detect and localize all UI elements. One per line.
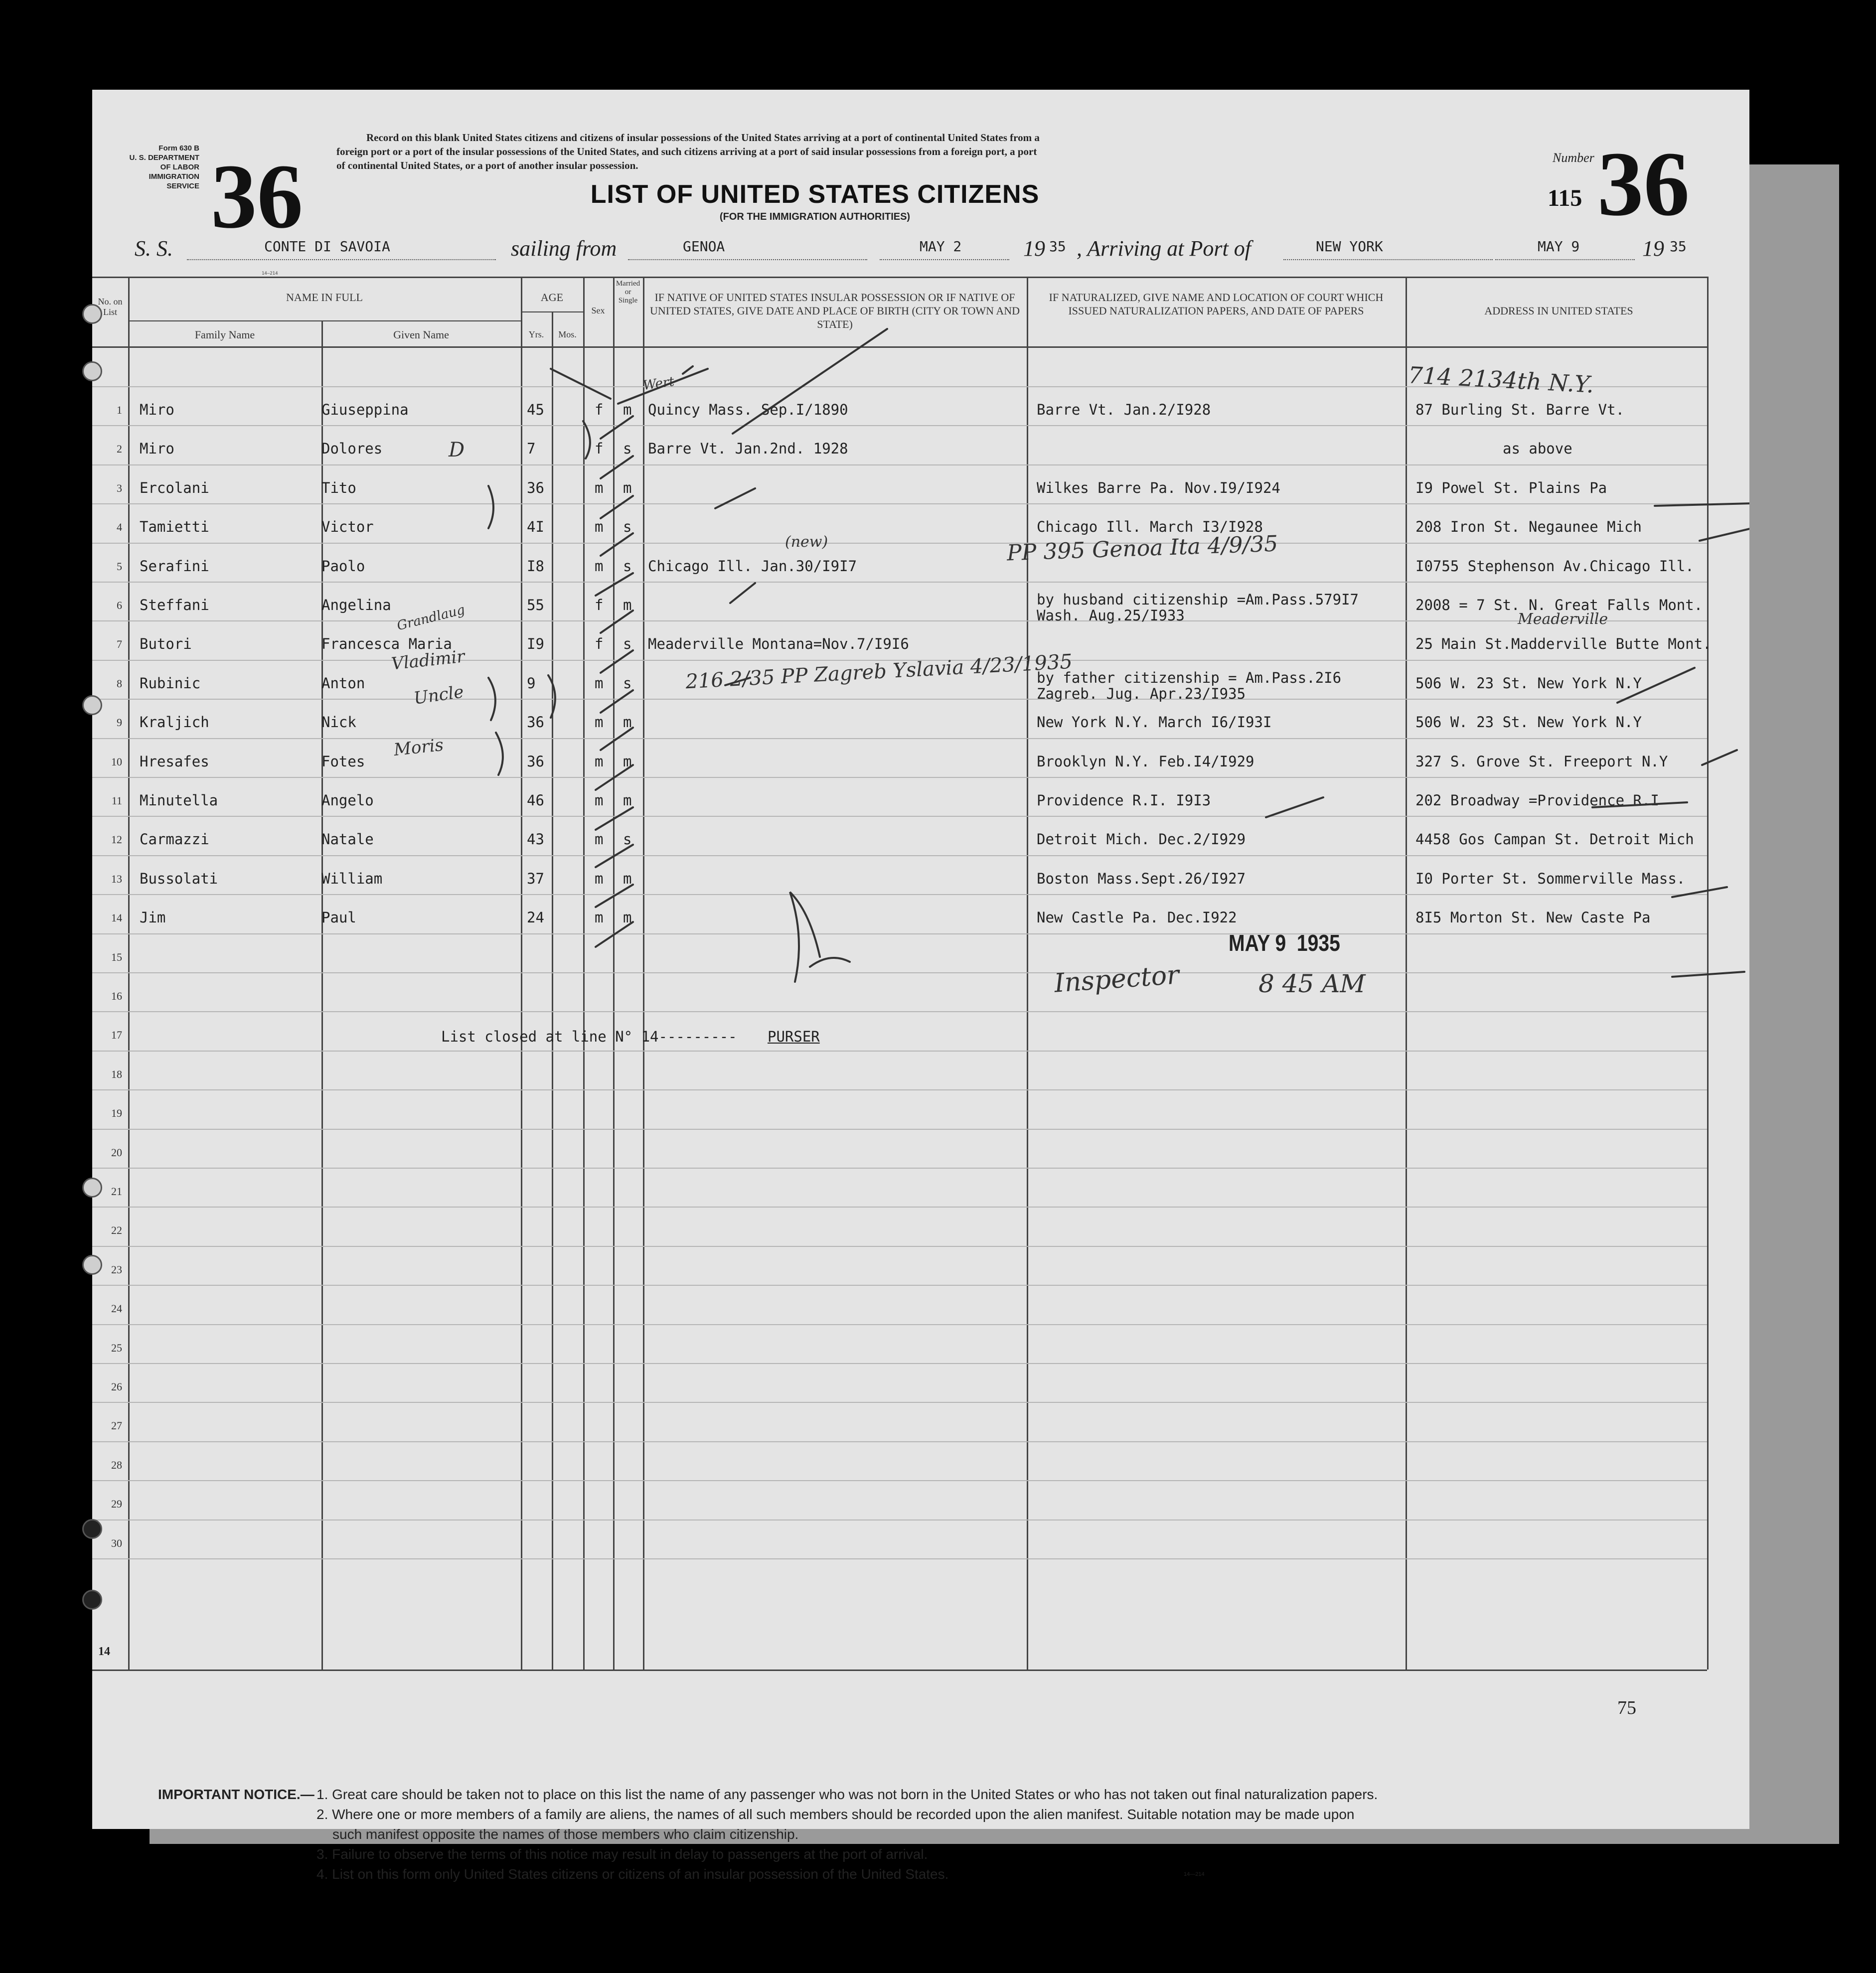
header-address: ADDRESS IN UNITED STATES (1484, 304, 1633, 317)
check-stroke (596, 807, 633, 830)
notice-code: 14—214 (1184, 1871, 1205, 1877)
family-name-cell: Carmazzi (140, 831, 209, 848)
address-cell: 506 W. 23 St. New York N.Y (1415, 674, 1642, 692)
age-cell: 4I (527, 518, 544, 536)
handwritten-note: Vladimir (390, 646, 466, 674)
given-name-cell: Anton (321, 674, 365, 692)
marital-status-cell: m (623, 714, 632, 731)
age-cell: 36 (527, 714, 544, 731)
handwritten-note: PP 395 Genoa Ita 4/9/35 (1006, 531, 1279, 566)
birthplace-cell: Meaderville Montana=Nov.7/I9I6 (648, 635, 909, 653)
handwritten-note: 8 45 AM (1258, 969, 1366, 998)
notice-label: IMPORTANT NOTICE.— (158, 1787, 314, 1802)
line-number: 24 (111, 1302, 122, 1315)
arriving-label: , Arriving at Port of (1077, 236, 1251, 261)
line-number: 18 (111, 1067, 122, 1080)
line-number: 21 (111, 1185, 122, 1198)
header-yrs: Yrs. (528, 329, 544, 339)
sex-cell: m (595, 479, 604, 496)
age-cell: 7 (527, 440, 536, 457)
given-name-cell: Angelo (321, 792, 374, 809)
family-name-cell: Rubinic (140, 674, 201, 692)
service-label: IMMIGRATION SERVICE (149, 172, 199, 190)
family-name-cell: Hresafes (140, 753, 209, 770)
sex-cell: m (595, 870, 604, 887)
line-number: 1 (117, 404, 122, 416)
given-name-cell: William (321, 870, 383, 887)
line-number: 17 (111, 1029, 122, 1042)
line-number: 4 (117, 521, 122, 534)
line-number: 2 (117, 443, 122, 455)
sex-cell: f (595, 401, 604, 418)
sex-cell: f (595, 597, 604, 613)
address-cell: 506 W. 23 St. New York N.Y (1415, 714, 1642, 731)
line-number: 27 (111, 1419, 122, 1432)
naturalization-cell: Detroit Mich. Dec.2/I929 (1037, 831, 1246, 848)
list-closed-line: List closed at line N° 14--------- (441, 1028, 737, 1045)
check-stroke (601, 610, 633, 633)
handwritten-note: Wert (642, 374, 675, 394)
header-name-in-full: NAME IN FULL (286, 291, 363, 304)
check-stroke (1672, 887, 1727, 897)
handwritten-note: Grandlaug (395, 602, 467, 634)
purser-label: PURSER (768, 1028, 820, 1045)
birthplace-cell: Quincy Mass. Sep.I/1890 (648, 401, 848, 418)
punch-hole (82, 1178, 102, 1198)
check-stroke (715, 488, 755, 508)
check-stroke (1655, 503, 1749, 506)
family-name-cell: Bussolati (140, 870, 218, 887)
given-name-cell: Fotes (321, 753, 365, 770)
line-number: 22 (111, 1224, 122, 1237)
handwritten-note: 216 2/35 PP Zagreb Yslavia 4/23/1935 (685, 650, 1073, 694)
naturalization-cell: Brooklyn N.Y. Feb.I4/I929 (1037, 753, 1254, 770)
age-cell: I8 (527, 557, 544, 575)
punch-hole (82, 361, 102, 381)
sex-cell: f (595, 440, 604, 457)
check-stroke (618, 369, 708, 404)
naturalization-cell: Wilkes Barre Pa. Nov.I9/I924 (1037, 479, 1280, 496)
family-name-cell: Minutella (140, 792, 218, 809)
check-stroke (596, 922, 633, 947)
check-stroke (683, 366, 693, 374)
check-stroke (596, 885, 633, 907)
family-name-cell: Kraljich (140, 714, 209, 731)
check-stroke (1672, 972, 1744, 977)
address-cell: 25 Main St.Madderville Butte Mont. (1415, 635, 1712, 653)
address-cell: 327 S. Grove St. Freeport N.Y (1415, 753, 1668, 770)
marital-status-cell: s (623, 518, 632, 536)
sex-cell: m (595, 557, 604, 575)
header-mos: Mos. (558, 329, 577, 339)
check-stroke (601, 728, 633, 750)
age-cell: 9 (527, 674, 536, 692)
address-cell: 2008 = 7 St. N. Great Falls Mont. (1415, 597, 1703, 613)
line-number: 19 (111, 1107, 122, 1120)
bracket-stroke (488, 678, 495, 720)
family-name-cell: Serafini (140, 557, 209, 575)
given-name-cell: Francesca Maria (321, 635, 452, 653)
handwritten-note: (new) (785, 533, 828, 551)
check-stroke (725, 678, 750, 685)
line-number: 8 (117, 677, 122, 690)
line-number: 15 (111, 950, 122, 963)
sex-cell: m (595, 753, 604, 770)
marital-status-cell: s (623, 635, 632, 653)
header-no: No. on List (98, 297, 123, 317)
address-cell: 208 Iron St. Negaunee Mich (1415, 518, 1642, 536)
given-name-cell: Dolores (321, 440, 383, 457)
handwritten-note: D (449, 439, 465, 461)
birthplace-cell: Barre Vt. Jan.2nd. 1928 (648, 440, 848, 457)
notice-item: 3. Failure to observe the terms of this notice may result in delay to passengers at the port of arrival. (316, 1846, 928, 1862)
line-number: 28 (111, 1458, 122, 1471)
form-number: Form 630 B (158, 144, 199, 152)
stamp-date: MAY 9 (1229, 930, 1286, 956)
marital-status-cell: s (623, 831, 632, 848)
header-sex: Sex (591, 305, 605, 315)
marital-status-cell: m (623, 401, 632, 418)
check-stroke (596, 845, 633, 867)
check-stroke (601, 456, 633, 478)
from-port: GENOA (683, 238, 725, 255)
marital-status-cell: s (623, 557, 632, 575)
family-name-cell: Tamietti (140, 518, 209, 536)
bracket-stroke (548, 675, 555, 718)
naturalization-cell: Providence R.I. I9I3 (1037, 792, 1211, 809)
handwritten-note: Inspector (1053, 960, 1180, 999)
birthplace-cell: Chicago Ill. Jan.30/I9I7 (648, 557, 857, 575)
line-number: 16 (111, 990, 122, 1002)
check-stroke (601, 416, 633, 439)
punch-hole (82, 1519, 102, 1539)
line-number: 9 (117, 716, 122, 729)
sex-cell: f (595, 635, 604, 653)
address-cell: as above (1503, 440, 1572, 457)
sailing-from-label: sailing from (511, 236, 617, 261)
header-married: Married or Single (616, 280, 640, 304)
punch-hole (82, 695, 102, 715)
marital-status-cell: s (623, 674, 632, 692)
sex-cell: m (595, 674, 604, 692)
family-name-cell: Ercolani (140, 479, 209, 496)
line-number: 20 (111, 1146, 122, 1159)
family-name-cell: Miro (140, 401, 174, 418)
marital-status-cell: m (623, 753, 632, 770)
address-cell: 8I5 Morton St. New Caste Pa (1415, 909, 1651, 926)
check-stroke (1617, 668, 1695, 703)
handwritten-marks (92, 90, 1749, 1829)
check-stroke (733, 329, 887, 434)
sex-cell: m (595, 909, 604, 926)
check-stroke (1700, 528, 1749, 541)
address-cell: 87 Burling St. Barre Vt. (1415, 401, 1625, 418)
footer-count: 14 (98, 1645, 110, 1658)
punch-hole (82, 1255, 102, 1275)
bracket-stroke (488, 486, 493, 528)
page-count: 75 (1617, 1697, 1636, 1718)
header-family-name: Family Name (194, 328, 255, 341)
naturalization-cell: New York N.Y. March I6/I93I (1037, 714, 1272, 731)
given-name-cell: Tito (321, 479, 356, 496)
line-number: 5 (117, 560, 122, 573)
form-title: LIST OF UNITED STATES CITIZENS (590, 180, 1040, 209)
sex-cell: m (595, 831, 604, 848)
age-cell: 45 (527, 401, 544, 418)
naturalization-cell: by father citizenship = Am.Pass.2I6 Zagreb. Jug. Apr.23/I935 (1037, 669, 1342, 702)
given-name-cell: Natale (321, 831, 374, 848)
naturalization-cell: Chicago Ill. March I3/I928 (1037, 518, 1263, 536)
address-cell: I0755 Stephenson Av.Chicago Ill. (1415, 557, 1694, 575)
manifest-form (92, 90, 1749, 1882)
address-cell: I9 Powel St. Plains Pa (1415, 479, 1607, 496)
punch-hole (82, 1590, 102, 1610)
ss-label: S. S. (135, 236, 173, 261)
line-number: 29 (111, 1498, 122, 1511)
marital-status-cell: m (623, 597, 632, 613)
given-name-cell: Angelina (321, 597, 391, 613)
depart-year-prefix: 19 (1023, 236, 1045, 261)
given-name-cell: Paul (321, 909, 356, 926)
age-cell: 37 (527, 870, 544, 887)
marital-status-cell: m (623, 479, 632, 496)
address-cell: 4458 Gos Campan St. Detroit Mich (1415, 831, 1694, 848)
age-cell: 36 (527, 479, 544, 496)
family-name-cell: Steffani (140, 597, 209, 613)
age-cell: 55 (527, 597, 544, 613)
age-cell: 24 (527, 909, 544, 926)
handwritten-note: Moris (393, 735, 445, 760)
age-cell: 46 (527, 792, 544, 809)
purser-signature (810, 958, 850, 967)
handwritten-note: Meaderville (1518, 610, 1608, 628)
header-given-name: Given Name (393, 328, 449, 341)
naturalization-cell: by husband citizenship =Am.Pass.579I7 Wash. Aug.25/I933 (1037, 591, 1359, 624)
check-stroke (730, 583, 755, 603)
line-number: 14 (111, 911, 122, 924)
purser-signature (790, 892, 820, 982)
marital-status-cell: m (623, 870, 632, 887)
sex-cell: m (595, 518, 604, 536)
family-name-cell: Butori (140, 635, 192, 653)
ship-name: CONTE DI SAVOIA (264, 238, 390, 255)
handwritten-note: Uncle (412, 682, 465, 709)
instruction-line-2: foreign port or a port of the insular possessions of the United States, and such citizens arriving at a port of said insular possessions from a foreign port, a port (336, 146, 1037, 157)
given-name-cell: Giuseppina (321, 401, 409, 418)
handwritten-note: 714 2134th N.Y. (1407, 361, 1595, 398)
notice-item: 4. List on this form only United States citizens or citizens of an insular possession of the United States. (316, 1866, 949, 1882)
punch-hole (82, 304, 102, 324)
list-number-right: 36 (1597, 133, 1690, 235)
check-stroke (601, 650, 633, 673)
marital-status-cell: m (623, 909, 632, 926)
check-stroke (601, 533, 633, 556)
line-number: 3 (117, 481, 122, 494)
line-number: 23 (111, 1263, 122, 1276)
age-cell: 43 (527, 831, 544, 848)
list-number-left: 36 (211, 146, 303, 248)
arrival-port: NEW YORK (1316, 238, 1383, 255)
address-cell: I0 Porter St. Sommerville Mass. (1415, 870, 1686, 887)
address-cell: 202 Broadway =Providence R.I (1415, 792, 1659, 809)
family-name-cell: Jim (140, 909, 166, 926)
check-stroke (1702, 750, 1737, 765)
depart-date: MAY 2 (920, 238, 962, 255)
line-number: 10 (111, 755, 122, 768)
check-stroke (551, 369, 611, 399)
header-age: AGE (540, 291, 564, 304)
line-number: 7 (117, 638, 122, 651)
given-name-cell: Nick (321, 714, 356, 731)
header-naturalized: IF NATURALIZED, GIVE NAME AND LOCATION OF COURT WHICH ISSUED NATURALIZATION PAPERS, AND DATE OF PAPERS (1049, 291, 1384, 317)
print-code: 14—214 (262, 271, 278, 276)
number-label: Number (1553, 151, 1594, 165)
naturalization-cell: New Castle Pa. Dec.I922 (1037, 909, 1237, 926)
line-number: 26 (111, 1380, 122, 1393)
line-number: 25 (111, 1341, 122, 1354)
given-name-cell: Victor (321, 518, 374, 536)
marital-status-cell: m (623, 792, 632, 809)
notice-item: 2. Where one or more members of a family are aliens, the names of all such members should be recorded upon the alien manifest. Suitable notation may be made upon (316, 1807, 1355, 1822)
check-stroke (1592, 802, 1687, 807)
given-name-cell: Paolo (321, 557, 365, 575)
age-cell: 36 (527, 753, 544, 770)
header-birth: IF NATIVE OF UNITED STATES INSULAR POSSESSION OR IF NATIVE OF UNITED STATES, GIVE DATE AND PLACE OF BIRTH (CITY OR TOWN AND STATE) (649, 291, 1020, 330)
instruction-line-3: of continental United States, or a port of another insular possession. (336, 159, 638, 171)
check-stroke (601, 496, 633, 518)
sex-cell: m (595, 792, 604, 809)
stamp-year: 1935 (1296, 930, 1340, 956)
page-number: 115 (1548, 185, 1582, 211)
check-stroke (596, 765, 633, 790)
arrival-date: MAY 9 (1538, 238, 1580, 255)
line-number: 30 (111, 1536, 122, 1549)
naturalization-cell: Barre Vt. Jan.2/I928 (1037, 401, 1211, 418)
bracket-stroke (583, 421, 590, 458)
instruction-line-1: Record on this blank United States citizens and citizens of insular possessions of the United States arriving at a port of continental United States from a (366, 132, 1040, 144)
notice-item: such manifest opposite the names of those members who claim citizenship. (332, 1826, 799, 1842)
line-number: 6 (117, 599, 122, 611)
arrival-year-prefix: 19 (1642, 236, 1664, 261)
naturalization-cell: Boston Mass.Sept.26/I927 (1037, 870, 1246, 887)
bracket-stroke (496, 733, 503, 775)
depart-year-suffix: 35 (1049, 238, 1066, 255)
line-number: 11 (111, 794, 122, 807)
sex-cell: m (595, 714, 604, 731)
form-subtitle: (FOR THE IMMIGRATION AUTHORITIES) (719, 211, 911, 222)
check-stroke (1266, 797, 1323, 817)
marital-status-cell: s (623, 440, 632, 457)
line-number: 12 (111, 833, 122, 846)
notice-item: 1. Great care should be taken not to place on this list the name of any passenger who was not born in the United States or who has not taken out final naturalization papers. (316, 1787, 1378, 1802)
family-name-cell: Miro (140, 440, 174, 457)
arrival-year-suffix: 35 (1670, 238, 1687, 255)
check-stroke (596, 573, 633, 596)
check-stroke (601, 690, 633, 713)
department-label: U. S. DEPARTMENT OF LABOR (129, 153, 199, 171)
age-cell: I9 (527, 635, 544, 653)
line-number: 13 (111, 872, 122, 885)
